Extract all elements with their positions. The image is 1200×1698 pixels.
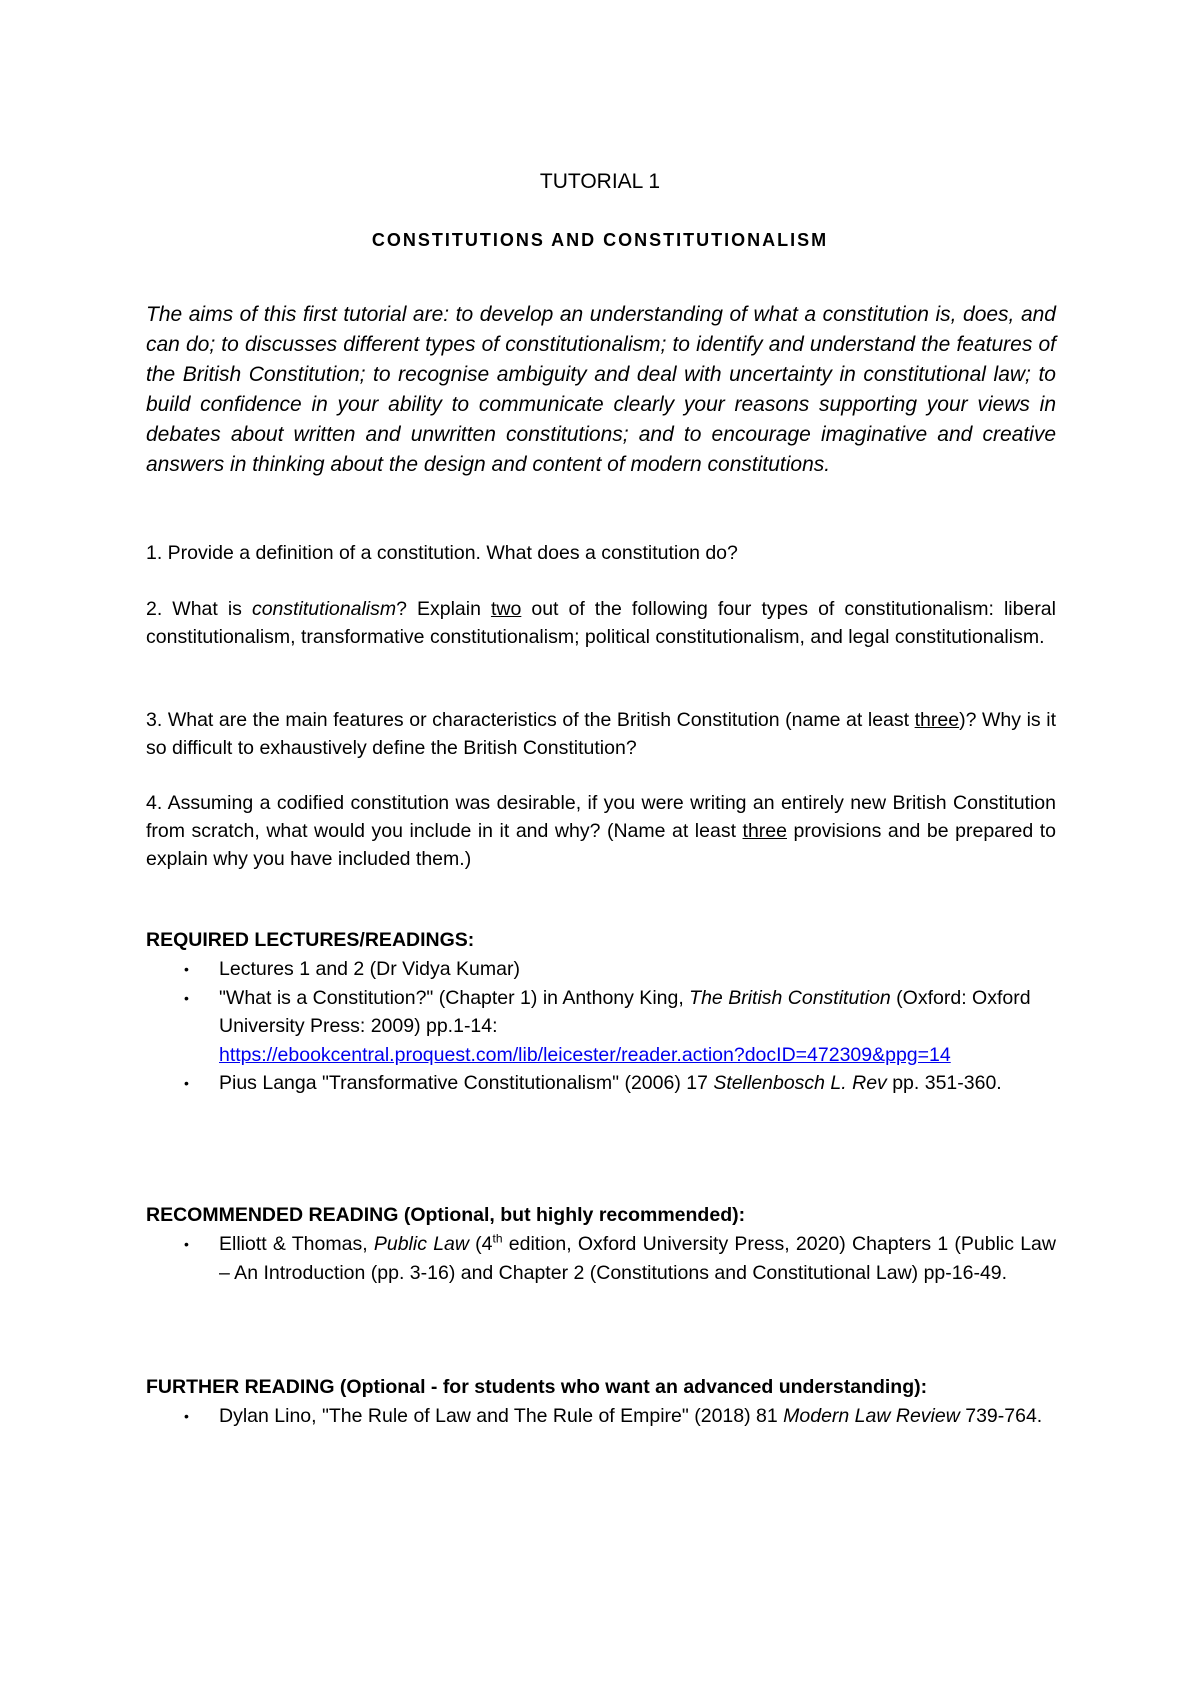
page-title: TUTORIAL 1 [539, 170, 661, 193]
recommended-reading-heading: RECOMMENDED READING (Optional, but highly recommended): [146, 1204, 746, 1226]
list-item-text: edition, Oxford University Press, 2020) Chapters 1 (Public Law – An Introduction (pp. 3-16) and Chapter 2 (Constitutions and Constitutional Law) pp-16-49. [219, 1233, 1056, 1284]
question-2-text: ? Explain [396, 598, 491, 620]
question-2 [146, 595, 1056, 651]
question-3-emphasis: three [914, 709, 960, 731]
further-reading-list [146, 1402, 1056, 1431]
ordinal-suffix: th [492, 1231, 503, 1246]
further-reading-heading: FURTHER READING (Optional - for students who want an advanced understanding): [146, 1376, 928, 1398]
tutorial-aims: The aims of this first tutorial are: to develop an understanding of what a constitution is, does, and can do; to discusses different types of constitutionalism; to identify and understand the features of the British Constitution; to recognise ambiguity and deal with uncertainty in constitutional law; to build confidence in your ability to communicate clearly your reasons supporting your views in debates about written and unwritten constitutions; and to encourage imaginative and creative answers in thinking about the design and content of modern constitutions. [146, 303, 1056, 476]
required-readings-list [146, 955, 1056, 1098]
page-subtitle: CONSTITUTIONS AND CONSTITUTIONALISM [371, 230, 829, 250]
question-3-text: 3. What are the main features or characteristics of the British Constitution (name at least [146, 709, 915, 731]
question-3 [146, 706, 1056, 762]
list-item [146, 1230, 1056, 1287]
question-4-text: provisions and be prepared to explain why you have included them.) [146, 820, 1057, 870]
list-item-text: 739-764. [959, 1405, 1043, 1427]
question-2-text: out of the following four types of constitutionalism: liberal constitutionalism, transformative constitutionalism; political constitutionalism, and legal constitutionalism. [146, 598, 1056, 648]
list-item [146, 1402, 1056, 1431]
list-item-text: (Oxford: Oxford University Press: 2009) pp.1-14: [219, 986, 1031, 1037]
required-readings-heading: REQUIRED LECTURES/READINGS: [146, 929, 475, 951]
question-4 [146, 789, 1056, 873]
question-2-emphasis: two [490, 598, 522, 620]
list-item-text: Elliott & Thomas, [219, 1233, 374, 1255]
bullet-icon: • [184, 1408, 189, 1424]
book-title: The British Constitution [689, 986, 891, 1009]
list-item-text: pp. 351-360. [886, 1072, 1002, 1094]
bullet-icon: • [184, 1075, 189, 1091]
list-item [146, 984, 1056, 1070]
bullet-icon: • [184, 989, 189, 1006]
journal-title: Modern Law Review [783, 1405, 960, 1427]
recommended-reading-list [146, 1230, 1056, 1287]
bullet-icon: • [184, 961, 189, 977]
list-item [146, 1069, 1056, 1098]
list-item-text: Lectures 1 and 2 (Dr Vidya Kumar) [219, 958, 520, 980]
question-2-term: constitutionalism [251, 598, 397, 620]
bullet-icon: • [184, 1236, 189, 1252]
question-4-text: 4. Assuming a codified constitution was desirable, if you were writing an entirely new British Constitution from scratch, what would you include in it and why? (Name at least [146, 792, 1056, 842]
list-item-text: (4 [468, 1233, 493, 1255]
question-4-emphasis: three [742, 820, 787, 842]
list-item-text: "What is a Constitution?" (Chapter 1) in Anthony King, [219, 986, 690, 1009]
list-item [146, 955, 1056, 984]
question-2-text: 2. What is [146, 598, 252, 620]
list-item-text: Dylan Lino, "The Rule of Law and The Rule of Empire" (2018) 81 [219, 1405, 784, 1427]
question-3-text: )? Why is it so difficult to exhaustively define the British Constitution? [146, 709, 1056, 759]
question-1: 1. Provide a definition of a constitution. What does a constitution do? [146, 542, 738, 564]
journal-title: Stellenbosch L. Rev [713, 1072, 887, 1094]
book-title: Public Law [373, 1233, 469, 1255]
ebook-link[interactable]: https://ebookcentral.proquest.com/lib/leicester/reader.action?docID=472309&ppg=14 [219, 1043, 951, 1066]
list-item-text: Pius Langa "Transformative Constitutionalism" (2006) 17 [219, 1072, 714, 1094]
